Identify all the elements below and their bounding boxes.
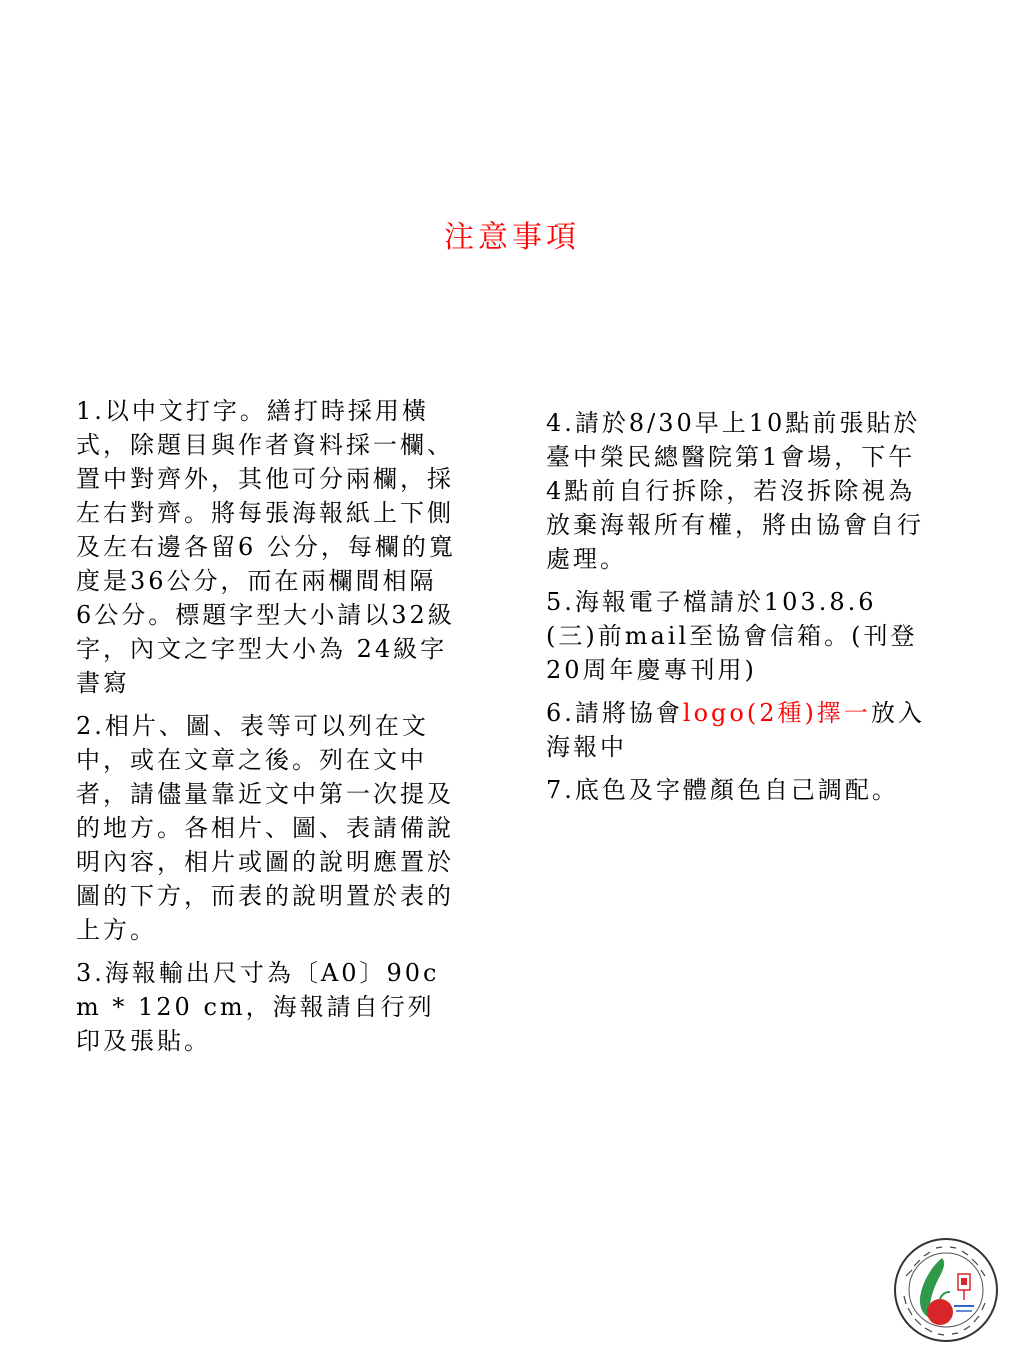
note-item-6-suffix: 放入海報中 xyxy=(546,699,925,761)
note-item-3: 3.海報輸出尺寸為〔A0〕90cm * 120 cm，海報請自行列印及張貼。 xyxy=(76,959,440,1055)
note-item-6-prefix: 6.請將協會 xyxy=(546,699,683,727)
note-item-5: 5.海報電子檔請於103.8.6(三)前mail至協會信箱。(刊登20周年慶專刊用) xyxy=(546,588,918,684)
note-item-6 xyxy=(546,696,928,764)
right-column xyxy=(546,406,928,816)
association-seal-icon xyxy=(892,1236,1000,1344)
page-title: 注意事項 xyxy=(444,220,580,255)
note-item-4: 4.請於8/30早上10點前張貼於臺中榮民總醫院第1會場，下午4點前自行拆除，若沒拆除視為放棄海報所有權，將由協會自行處理。 xyxy=(546,409,924,573)
note-item-2: 2.相片、圖、表等可以列在文中，或在文章之後。列在文中者，請儘量靠近文中第一次提及的地方。各相片、圖、表請備說明內容，相片或圖的說明應置於圖的下方，而表的說明置於表的上方。 xyxy=(76,712,454,944)
left-column xyxy=(76,394,458,1067)
note-item-1: 1.以中文打字。繕打時採用橫式，除題目與作者資料採一欄、置中對齊外，其他可分兩欄，採左右對齊。將每張海報紙上下側及左右邊各留6 公分，每欄的寬度是36公分，而在兩欄間相隔 6公分。標題字型大小請以32級字，內文之字型大小為 24級字書寫 xyxy=(76,397,456,697)
note-item-7: 7.底色及字體顏色自己調配。 xyxy=(546,776,899,804)
note-item-6-highlight: logo(2種)擇一 xyxy=(682,699,871,727)
